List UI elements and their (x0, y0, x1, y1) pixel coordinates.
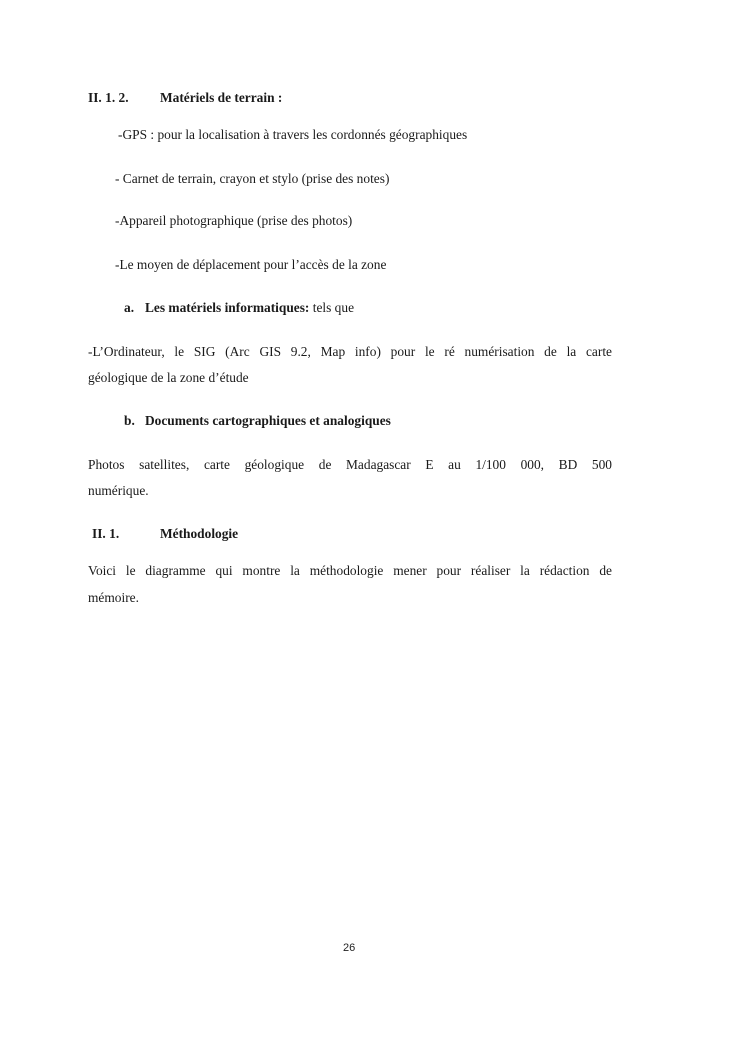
subheading-letter: b. (124, 413, 135, 428)
paragraph-line: -L’Ordinateur, le SIG (Arc GIS 9.2, Map info) pour le ré numérisation de la carte (88, 344, 612, 359)
list-item: -GPS : pour la localisation à travers les cordonnés géographiques (118, 127, 468, 142)
list-item: -Appareil photographique (prise des photos) (115, 213, 353, 228)
paragraph-line: Photos satellites, carte géologique de Madagascar E au 1/100 000, BD 500 (88, 457, 612, 472)
subheading-letter: a. (124, 300, 135, 315)
paragraph-line: géologique de la zone d’étude (88, 370, 249, 385)
page-number: 26 (343, 942, 356, 954)
paragraph-line: Voici le diagramme qui montre la méthodologie mener pour réaliser la rédaction de (88, 563, 612, 578)
section-number: II. 1. 2. (88, 90, 129, 105)
list-item: -Le moyen de déplacement pour l’accès de la zone (115, 257, 387, 272)
subheading-suffix: tels que (309, 300, 355, 315)
section-title: Méthodologie (160, 526, 239, 541)
section-number: II. 1. (92, 526, 120, 541)
subheading-title: Les matériels informatiques: (145, 300, 310, 315)
paragraph-line: mémoire. (88, 590, 139, 605)
paragraph-line: numérique. (88, 483, 149, 498)
list-item: - Carnet de terrain, crayon et stylo (prise des notes) (115, 171, 390, 186)
section-title: Matériels de terrain : (160, 90, 283, 105)
subheading-title: Documents cartographiques et analogiques (145, 413, 391, 428)
subheading-a (145, 300, 354, 316)
